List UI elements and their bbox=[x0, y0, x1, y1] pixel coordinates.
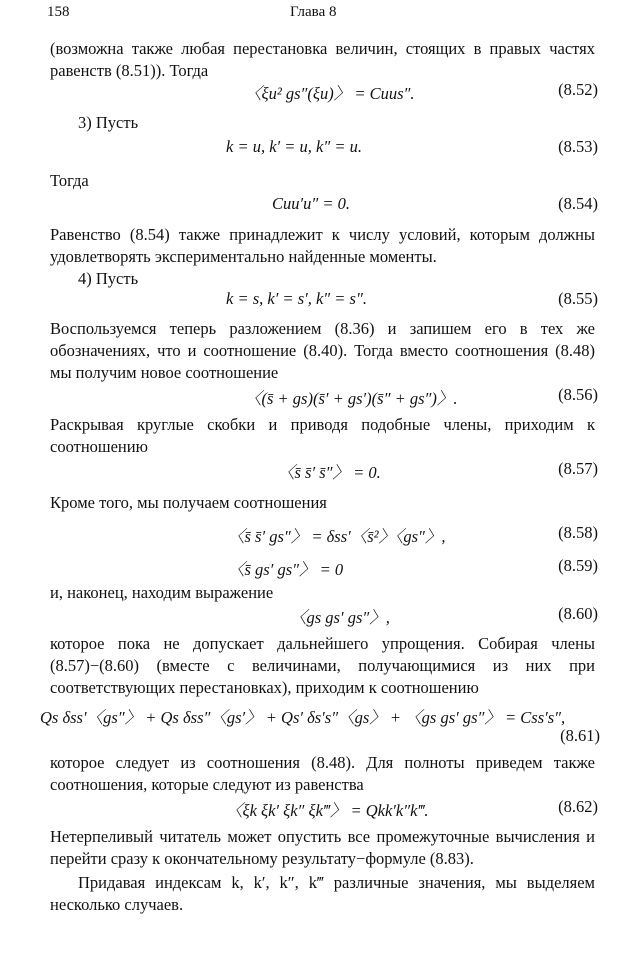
paragraph-5: Кроме того, мы получаем соотношения bbox=[50, 493, 327, 512]
equation-8-60 bbox=[50, 604, 598, 628]
equation-8-56 bbox=[50, 385, 598, 409]
equation-8-62-number: (8.62) bbox=[558, 797, 598, 816]
equation-8-60-formula: 〈gs gs′ gs″〉, bbox=[290, 608, 390, 627]
equation-8-57-number: (8.57) bbox=[558, 459, 598, 478]
equation-8-54-formula: Cuu′u″ = 0. bbox=[272, 194, 350, 213]
equation-8-55-number: (8.55) bbox=[558, 289, 598, 308]
paragraph-4: Раскрывая круглые скобки и приводя подобные члены, приходим к соотношению bbox=[50, 415, 595, 456]
page-number: 158 bbox=[47, 4, 70, 20]
paragraph-10: Придавая индексам k, k′, k″, k‴ различные значения, мы выделяем несколько случаев. bbox=[50, 873, 595, 914]
paragraph-7: которое пока не допускает дальнейшего упрощения. Собирая члены (8.57)−(8.60) (вместе с величинами, получающимися из них при соответствующих перестановках), приходим к соотношению bbox=[50, 634, 595, 697]
equation-8-56-number: (8.56) bbox=[558, 385, 598, 404]
paragraph-9: Нетерпеливый читатель может опустить все промежуточные вычисления и перейти сразу к окончательному результату−формуле (8.83). bbox=[50, 827, 595, 868]
paragraph-6: и, наконец, находим выражение bbox=[50, 583, 274, 602]
equation-8-52-number: (8.52) bbox=[558, 80, 598, 99]
equation-8-61 bbox=[40, 704, 600, 745]
equation-8-58 bbox=[50, 523, 598, 547]
equation-8-58-number: (8.58) bbox=[558, 523, 598, 542]
equation-8-57-formula: 〈s̄ s̄′ s̄″〉 = 0. bbox=[278, 463, 381, 482]
paragraph-1: (возможна также любая перестановка величин, стоящих в правых частях равенств (8.51)). Тогда bbox=[50, 39, 595, 80]
equation-8-59-number: (8.59) bbox=[558, 556, 598, 575]
equation-8-61-number: (8.61) bbox=[560, 726, 600, 745]
equation-8-53-formula: k = u, k′ = u, k″ = u. bbox=[226, 137, 362, 156]
equation-8-61-formula: Qs δss′〈gs″〉 + Qs δss″〈gs′〉 + Qs′ δs′s″〈gs〉 + 〈gs gs′ gs″〉 = Css′s″, bbox=[40, 708, 566, 727]
case-3-heading: 3) Пусть bbox=[78, 113, 139, 132]
equation-8-52 bbox=[50, 80, 598, 104]
running-head: Глава 8 bbox=[290, 4, 337, 20]
paragraph-3: Воспользуемся теперь разложением (8.36) и запишем его в тех же обозначениях, что и соотношение (8.40). Тогда вместо соотношения (8.48) мы получим новое соотношение bbox=[50, 319, 595, 382]
equation-8-55 bbox=[50, 289, 598, 313]
equation-8-52-formula: 〈ξu² gs″(ξu)〉 = Cuus″. bbox=[245, 84, 415, 103]
equation-8-54-number: (8.54) bbox=[558, 194, 598, 213]
equation-8-62 bbox=[50, 797, 598, 821]
equation-8-57 bbox=[50, 459, 598, 483]
equation-8-59 bbox=[50, 556, 598, 580]
equation-8-62-formula: 〈ξk ξk′ ξk″ ξk‴〉 = Qkk′k″k‴. bbox=[226, 801, 429, 820]
equation-8-55-formula: k = s, k′ = s′, k″ = s″. bbox=[226, 289, 367, 308]
paragraph-then: Тогда bbox=[50, 171, 89, 190]
equation-8-56-formula: 〈(s̄ + gs)(s̄′ + gs′)(s̄″ + gs″)〉. bbox=[245, 389, 458, 408]
equation-8-53 bbox=[50, 137, 598, 161]
equation-8-60-number: (8.60) bbox=[558, 604, 598, 623]
paragraph-2: Равенство (8.54) также принадлежит к числу условий, которым должны удовлетворять экспериментально найденные моменты. bbox=[50, 225, 595, 266]
equation-8-58-formula: 〈s̄ s̄′ gs″〉 = δss′〈s̄²〉〈gs″〉, bbox=[228, 527, 446, 546]
equation-8-53-number: (8.53) bbox=[558, 137, 598, 156]
equation-8-59-formula: 〈s̄ gs′ gs″〉 = 0 bbox=[228, 560, 344, 579]
paragraph-8: которое следует из соотношения (8.48). Для полноты приведем также соотношения, которые следуют из равенства bbox=[50, 753, 595, 794]
case-4-heading: 4) Пусть bbox=[78, 269, 139, 288]
equation-8-54 bbox=[50, 194, 598, 218]
